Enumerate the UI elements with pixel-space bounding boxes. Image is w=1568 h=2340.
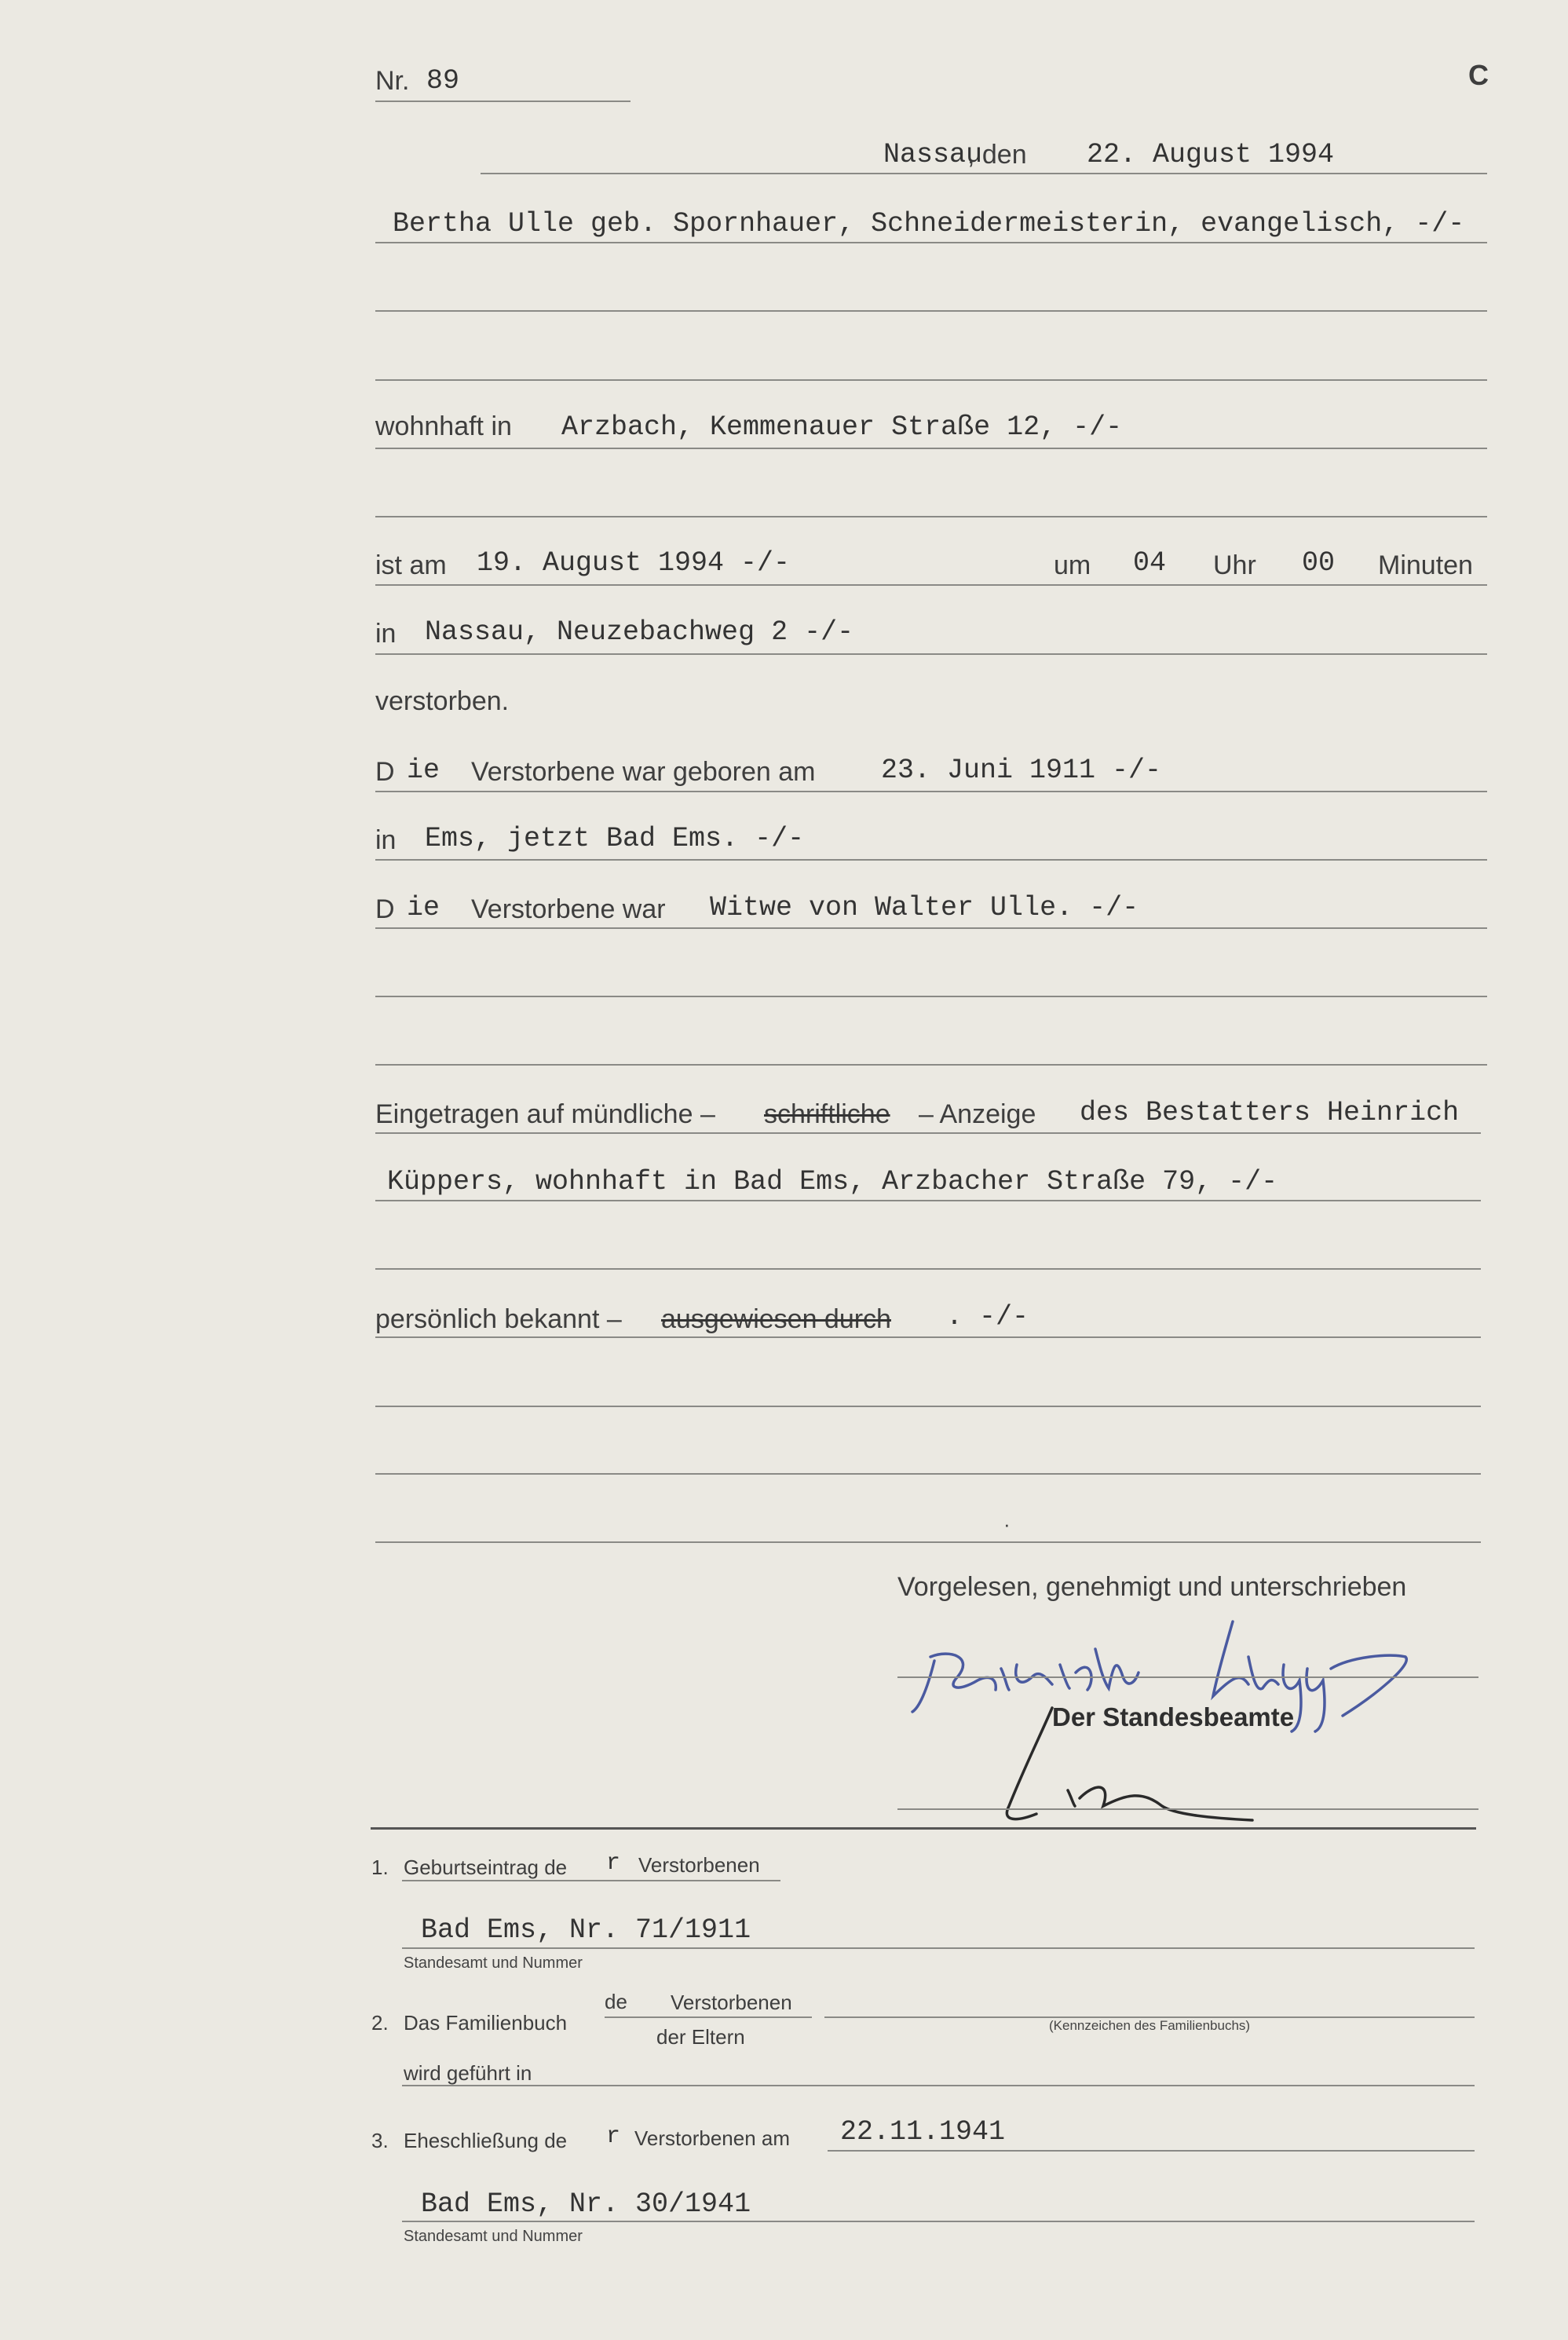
item3-mark: r <box>606 2123 621 2150</box>
known-value: . -/- <box>946 1301 1029 1333</box>
rule <box>375 448 1487 449</box>
wohnhaft-value: Arzbach, Kemmenauer Straße 12, -/- <box>561 411 1123 443</box>
rule <box>375 1132 1481 1134</box>
rule <box>375 1336 1481 1338</box>
birth-in-label: in <box>375 825 397 855</box>
rule <box>605 2016 812 2018</box>
death-date: 19. August 1994 -/- <box>477 547 791 579</box>
item2-label: Das Familienbuch <box>404 2011 568 2035</box>
status-ie-mark: ie <box>407 892 440 923</box>
item2-de: de <box>605 1990 627 2013</box>
item3-value: Bad Ems, Nr. 30/1941 <box>421 2188 751 2220</box>
status-d-label: D <box>375 894 395 924</box>
rule <box>402 1947 1475 1949</box>
registration-value2: Küppers, wohnhaft in Bad Ems, Arzbacher Straße 79, -/- <box>387 1166 1278 1197</box>
death-place: Nassau, Neuzebachweg 2 -/- <box>425 616 854 648</box>
item3-label: Eheschließung de <box>404 2129 568 2152</box>
rule <box>828 2150 1475 2152</box>
status-value: Witwe von Walter Ulle. -/- <box>710 892 1139 923</box>
rule <box>402 2085 1475 2086</box>
item3-number: 3. <box>371 2129 389 2152</box>
item3-label2: Verstorbenen am <box>634 2126 791 2150</box>
registration-struck: schriftliche <box>764 1099 890 1129</box>
rule <box>375 1541 1481 1543</box>
rule <box>375 516 1487 517</box>
item3-date: 22.11.1941 <box>840 2116 1006 2148</box>
place-value: Nassau <box>883 139 983 170</box>
read-approved-label: Vorgelesen, genehmigt und unterschrieben <box>897 1572 1407 1602</box>
registration-label2: – Anzeige <box>919 1099 1036 1129</box>
item2-option-deceased: Verstorbenen <box>671 1991 792 2014</box>
nr-underline <box>375 101 630 102</box>
rule <box>375 927 1487 929</box>
rule <box>375 1064 1487 1066</box>
rule <box>375 1473 1481 1475</box>
registration-label: Eingetragen auf mündliche – <box>375 1099 715 1129</box>
death-minutes: 00 <box>1302 547 1336 579</box>
nr-label: Nr. <box>375 66 410 96</box>
corner-letter: C <box>1468 59 1489 91</box>
rule <box>375 653 1487 655</box>
item1-caption: Standesamt und Nummer <box>404 1954 583 1972</box>
rule <box>897 1808 1478 1810</box>
rule <box>375 1200 1481 1201</box>
known-label: persönlich bekannt – <box>375 1304 622 1334</box>
rule <box>375 310 1487 312</box>
um-label: um <box>1054 550 1091 580</box>
item2-caption: (Kennzeichen des Familienbuchs) <box>1049 2018 1251 2033</box>
death-in-label: in <box>375 619 397 649</box>
dot-mark: · <box>1003 1512 1011 1536</box>
birth-ie-mark: ie <box>407 755 440 786</box>
registration-value1: des Bestatters Heinrich <box>1080 1097 1460 1128</box>
nr-value: 89 <box>426 65 460 97</box>
status-label: Verstorbene war <box>471 894 666 924</box>
item2-option-parents: der Eltern <box>656 2025 745 2049</box>
birth-date: 23. Juni 1911 -/- <box>881 755 1162 786</box>
item1-mark: r <box>606 1850 621 1877</box>
header-date: 22. August 1994 <box>1087 139 1335 170</box>
birth-label: Verstorbene war geboren am <box>471 757 816 787</box>
rule <box>897 1676 1478 1678</box>
registrar-label: Der Standesbeamte <box>1052 1702 1295 1731</box>
item2-number: 2. <box>371 2011 389 2035</box>
rule <box>375 379 1487 381</box>
item2-label2: wird geführt in <box>404 2061 532 2085</box>
item1-label: Geburtseintrag de <box>404 1856 568 1879</box>
rule <box>375 242 1487 243</box>
birth-d-label: D <box>375 757 395 787</box>
section-divider <box>371 1827 1476 1830</box>
wohnhaft-label: wohnhaft in <box>375 411 512 441</box>
item1-value: Bad Ems, Nr. 71/1911 <box>421 1914 751 1946</box>
rule <box>402 2221 1475 2222</box>
rule <box>375 996 1487 997</box>
rule <box>375 859 1487 861</box>
known-struck: ausgewiesen durch <box>661 1304 891 1334</box>
registrar-signature <box>993 1704 1268 1837</box>
uhr-label: Uhr <box>1213 550 1256 580</box>
item1-number: 1. <box>371 1856 389 1879</box>
item3-caption: Standesamt und Nummer <box>404 2228 583 2245</box>
person-name-line: Bertha Ulle geb. Spornhauer, Schneidermeisterin, evangelisch, -/- <box>393 208 1465 239</box>
rule <box>375 791 1487 792</box>
den-label: , den <box>967 140 1027 170</box>
birth-place: Ems, jetzt Bad Ems. -/- <box>425 823 805 854</box>
minuten-label: Minuten <box>1378 550 1473 580</box>
verstorben-label: verstorben. <box>375 686 510 716</box>
rule <box>375 1406 1481 1407</box>
rule <box>375 1268 1481 1270</box>
rule <box>375 584 1487 586</box>
ist-am-label: ist am <box>375 550 447 580</box>
date-underline <box>481 173 1487 174</box>
death-hour: 04 <box>1133 547 1167 579</box>
item1-label2: Verstorbenen <box>638 1853 760 1877</box>
rule <box>402 1880 780 1881</box>
